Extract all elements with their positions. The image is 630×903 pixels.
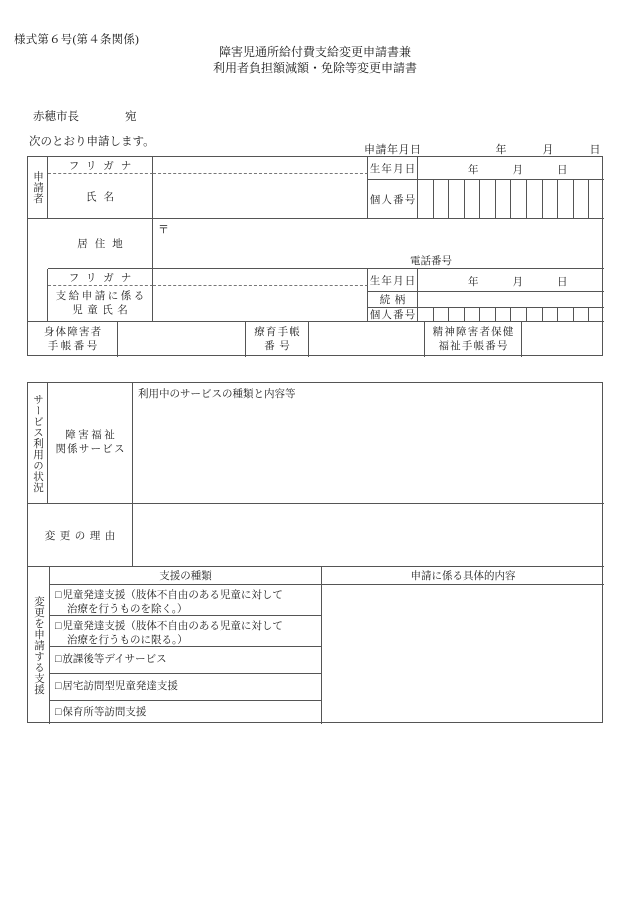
support-row[interactable] (50, 585, 322, 616)
checkbox-icon[interactable]: □ (55, 590, 62, 601)
service-content-header: 利用中のサービスの種類と内容等 (138, 389, 296, 400)
applicant-furigana-label: フリガナ (68, 160, 139, 172)
mynumber-cell[interactable] (480, 308, 496, 321)
change-reason-value[interactable] (133, 504, 604, 567)
ryoiku-handbook-label-line1: 療育手帳 (254, 326, 301, 338)
mental-handbook-value[interactable] (522, 322, 604, 357)
service-support-table (27, 382, 603, 723)
mynumber-cell[interactable] (434, 180, 450, 218)
child-birth-label-cell (368, 269, 418, 292)
child-relation-value[interactable] (418, 292, 604, 308)
application-date-day: 日 (589, 144, 601, 156)
applicant-name-label-cell (48, 174, 153, 219)
child-relation-label-cell (368, 292, 418, 308)
application-date-month: 月 (542, 144, 554, 156)
applicant-side-label-cell (28, 157, 48, 219)
applicant-birth-ymd (468, 162, 568, 177)
child-birth-value[interactable] (418, 269, 604, 292)
checkbox-icon[interactable]: □ (55, 654, 62, 665)
applicant-mynumber-label-cell (368, 180, 418, 219)
child-side-spacer (28, 269, 48, 322)
mynumber-cell[interactable] (465, 180, 481, 218)
intro-text: 次のとおり申請します。 (29, 136, 155, 148)
mynumber-cell[interactable] (574, 308, 590, 321)
applicant-name-value[interactable] (153, 174, 368, 219)
ryoiku-handbook-label-line2: 番号 (264, 340, 295, 352)
child-mynumber-grid[interactable] (418, 308, 604, 322)
support-type-header-cell (50, 567, 322, 585)
welfare-service-label-line1: 障害福祉 (65, 430, 118, 441)
document-title (0, 44, 630, 76)
applicant-residence-value[interactable] (153, 219, 604, 269)
application-date-year: 年 (495, 144, 507, 156)
support-row[interactable] (50, 616, 322, 647)
ryoiku-handbook-label-cell (246, 322, 309, 357)
telephone-label: 電話番号 (410, 256, 452, 267)
support-row-line2: 治療を行うものに限る。） (67, 635, 188, 646)
physical-handbook-label-cell (28, 322, 118, 357)
mynumber-cell[interactable] (511, 180, 527, 218)
service-content-value[interactable] (133, 383, 604, 504)
support-row[interactable] (50, 674, 322, 701)
mynumber-cell[interactable] (589, 180, 604, 218)
physical-handbook-label-line1: 身体障害者 (43, 326, 103, 338)
physical-handbook-value[interactable] (118, 322, 246, 357)
child-mynumber-label-cell (368, 308, 418, 322)
mynumber-cell[interactable] (449, 308, 465, 321)
application-date-row (364, 141, 601, 157)
support-row-line1: 居宅訪問型児童発達支援 (62, 681, 178, 692)
child-furigana-value[interactable] (153, 269, 368, 286)
support-side-label: 変更を申請する支援 (33, 596, 45, 695)
mynumber-cell[interactable] (589, 308, 604, 321)
mynumber-cell[interactable] (527, 180, 543, 218)
mynumber-cell[interactable] (449, 180, 465, 218)
applicant-birth-label-cell (368, 157, 418, 180)
checkbox-icon[interactable]: □ (55, 707, 62, 718)
mynumber-cell[interactable] (496, 308, 512, 321)
child-name-label-cell (48, 286, 153, 322)
service-usage-side-label: サービス利用の状況 (32, 393, 44, 493)
child-name-label-line1: 支給申請に係る (55, 290, 147, 302)
child-furigana-label-cell (48, 269, 153, 286)
support-row-line1: 保育所等訪問支援 (62, 707, 147, 718)
child-birth-month: 月 (512, 277, 523, 288)
child-birth-day: 日 (557, 277, 568, 288)
mynumber-cell[interactable] (511, 308, 527, 321)
checkbox-icon[interactable]: □ (55, 621, 62, 632)
support-row-line2: 治療を行うものを除く。） (67, 604, 188, 615)
applicant-mynumber-label: 個人番号 (369, 194, 417, 206)
support-type-header: 支援の種類 (159, 571, 212, 582)
support-row-line1: 児童発達支援（肢体不自由のある児童に対して (62, 590, 283, 601)
support-row-line1: 放課後等デイサービス (62, 654, 167, 665)
support-side-label-cell (28, 567, 50, 724)
mynumber-cell[interactable] (418, 308, 434, 321)
support-row-line1: 児童発達支援（肢体不自由のある児童に対して (62, 621, 283, 632)
applicant-name-label: 氏名 (86, 191, 121, 203)
applicant-residence-label-cell (48, 219, 153, 269)
service-usage-side-label-cell (28, 383, 48, 504)
physical-handbook-label-line2: 手帳番号 (47, 340, 100, 352)
change-reason-label: 変更の理由 (44, 530, 120, 542)
child-birth-ymd (468, 274, 568, 289)
change-reason-label-cell (28, 504, 133, 567)
child-birth-label: 生年月日 (369, 275, 417, 287)
mynumber-cell[interactable] (558, 308, 574, 321)
document-title-line2: 利用者負担額減額・免除等変更申請書 (212, 61, 417, 75)
addressee (33, 108, 137, 124)
checkbox-icon[interactable]: □ (55, 681, 62, 692)
applicant-child-table (27, 156, 603, 356)
support-detail-header-cell (322, 567, 604, 585)
application-date-label: 申請年月日 (364, 144, 422, 156)
mynumber-cell[interactable] (558, 180, 574, 218)
mynumber-cell[interactable] (527, 308, 543, 321)
support-detail-value[interactable] (322, 585, 604, 724)
welfare-service-label-cell (48, 383, 133, 504)
mynumber-cell[interactable] (418, 180, 434, 218)
mental-handbook-label-cell (425, 322, 522, 357)
child-mynumber-label: 個人番号 (369, 310, 417, 321)
mental-handbook-label-line1: 精神障害者保健 (432, 326, 515, 338)
ryoiku-handbook-value[interactable] (309, 322, 425, 357)
mynumber-cell[interactable] (574, 180, 590, 218)
postal-code-mark: 〒 (158, 224, 169, 236)
mynumber-cell[interactable] (543, 180, 559, 218)
applicant-side-label: 申請者 (32, 171, 44, 204)
addressee-name: 赤穂市長 (33, 111, 79, 123)
mynumber-cell[interactable] (496, 180, 512, 218)
mynumber-cell[interactable] (543, 308, 559, 321)
support-row[interactable] (50, 647, 322, 674)
applicant-mynumber-grid[interactable] (418, 180, 604, 219)
welfare-service-label-line2: 関係サービス (55, 444, 126, 455)
child-name-value[interactable] (153, 286, 368, 322)
mynumber-cell[interactable] (434, 308, 450, 321)
applicant-birth-value[interactable] (418, 157, 604, 180)
mental-handbook-label-line2: 福祉手帳番号 (438, 340, 509, 352)
applicant-furigana-label-cell (48, 157, 153, 174)
form-number: 様式第６号(第４条関係) (14, 34, 140, 46)
mynumber-cell[interactable] (480, 180, 496, 218)
child-name-label-line2: 児童氏名 (72, 304, 133, 316)
applicant-birth-label: 生年月日 (369, 163, 417, 175)
mynumber-cell[interactable] (465, 308, 481, 321)
applicant-furigana-value[interactable] (153, 157, 368, 174)
child-relation-label: 続柄 (379, 295, 410, 306)
applicant-birth-month: 月 (512, 165, 523, 176)
addressee-suffix: 宛 (125, 111, 137, 123)
applicant-birth-year: 年 (468, 165, 479, 176)
child-furigana-label: フリガナ (68, 272, 139, 284)
support-detail-header: 申請に係る具体的内容 (410, 571, 516, 582)
child-birth-year: 年 (468, 277, 479, 288)
support-row[interactable] (50, 701, 322, 724)
applicant-residence-label: 居住地 (77, 239, 130, 250)
applicant-birth-day: 日 (557, 165, 568, 176)
document-title-line1: 障害児通所給付費支給変更申請書兼 (218, 45, 411, 59)
